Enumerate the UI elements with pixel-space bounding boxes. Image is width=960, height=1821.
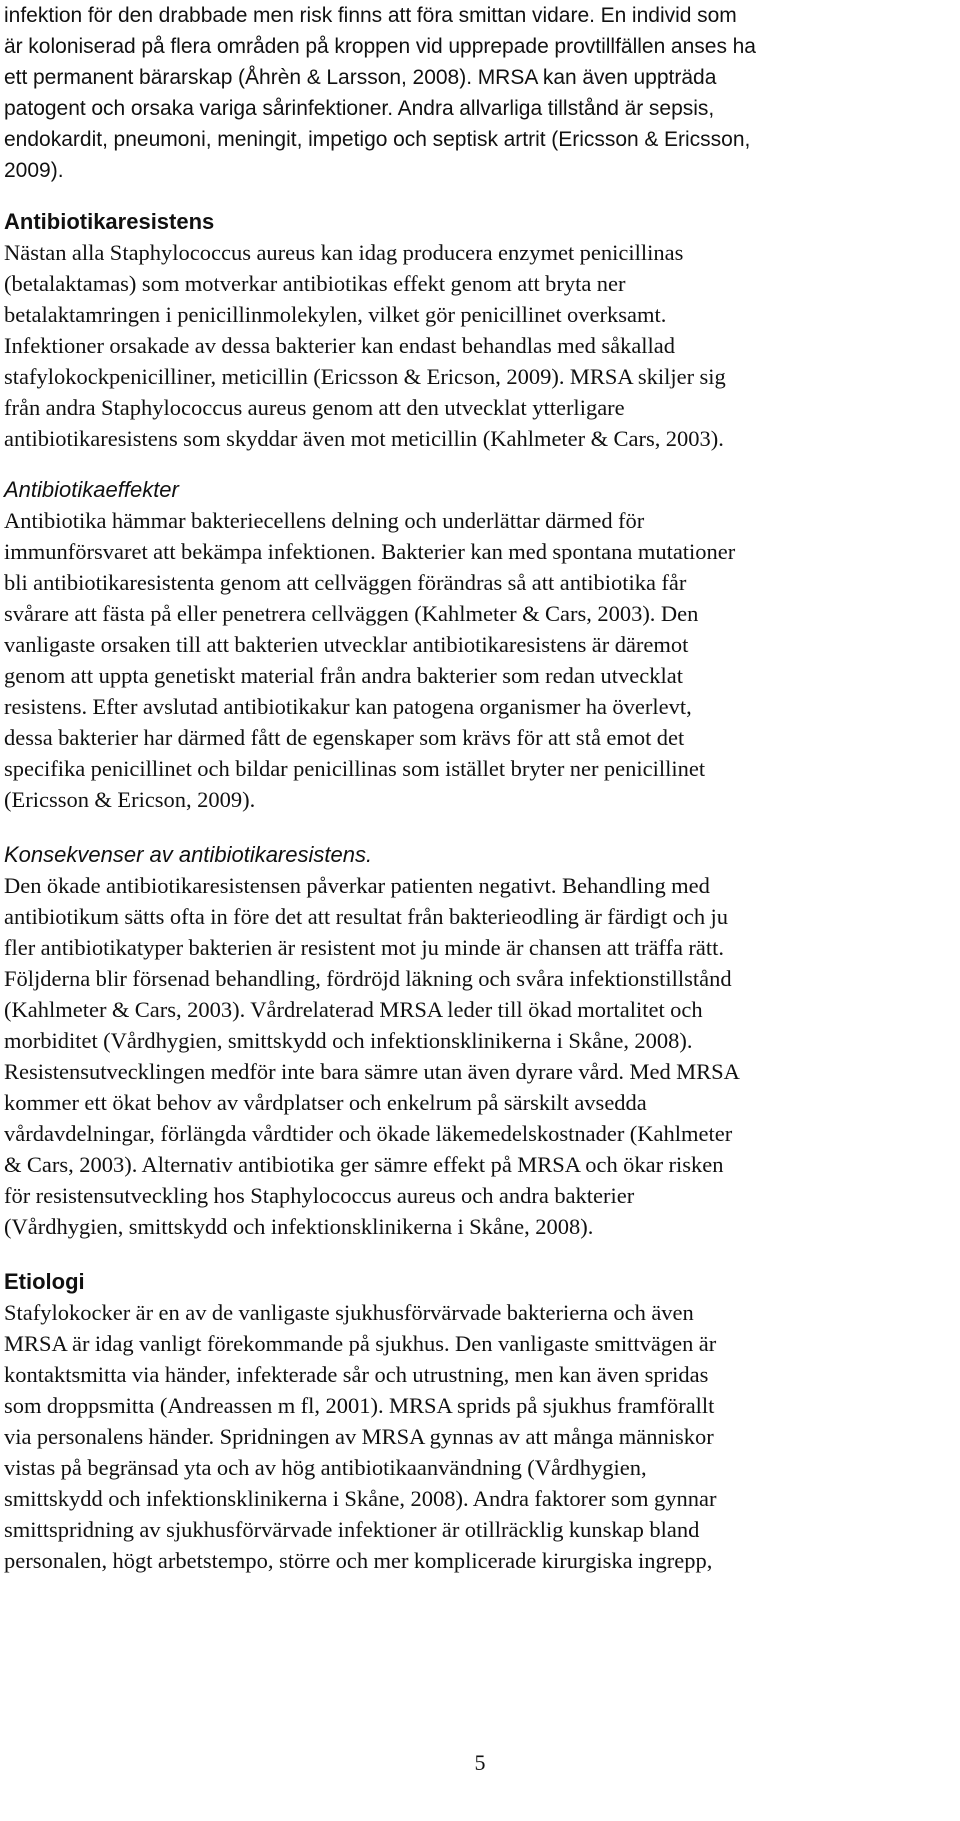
spacer — [4, 186, 956, 206]
section-heading-antibiotikaresistens: Antibiotikaresistens — [4, 209, 215, 234]
page-number: 5 — [474, 1750, 486, 1775]
section-heading-konsekvenser: Konsekvenser av antibiotikaresistens. — [4, 842, 373, 867]
section-heading-antibiotikaeffekter: Antibiotikaeffekter — [4, 477, 179, 502]
spacer — [4, 454, 956, 474]
section-paragraph-etiologi: Stafylokocker är en av de vanligaste sjukhusförvärvade bakterierna och även MRSA är idag vanligt förekommande på sjukhus. Den vanligaste smittvägen är kontaktsmitta via händer, infekterade sår och utrustning, men kan även spridas som droppsmitta (Andreassen m fl, 2001). MRSA sprids på sjukhus framförallt via personalens händer. Spridningen av MRSA gynnas av att många människor vistas på begränsad yta och av hög antibiotikaanvändning (Vårdhygien, smittskydd och infektionsklinikerna i Skåne, 2008). Andra faktorer som gynnar smittspridning av sjukhusförvärvade infektioner är otillräcklig kunskap bland personalen, högt arbetstempo, större och mer komplicerade kirurgiska ingrepp, — [4, 1300, 717, 1573]
spacer — [4, 1242, 956, 1266]
document-page — [4, 0, 956, 1576]
section-paragraph-konsekvenser: Den ökade antibiotikaresistensen påverkar patienten negativt. Behandling med antibiotikum sätts ofta in före det att resultat från bakterieodling är färdigt och ju fler antibiotikatyper bakterien är resistent mot ju minde är chansen att träffa rätt. Följderna blir försenad behandling, fördröjd läkning och svåra infektionstillstånd (Kahlmeter & Cars, 2003). Vårdrelaterad MRSA leder till ökad mortalitet och morbiditet (Vårdhygien, smittskydd och infektionsklinikerna i Skåne, 2008). Resistensutvecklingen medför inte bara sämre utan även dyrare vård. Med MRSA kommer ett ökat behov av vårdplatser och enkelrum på särskilt avsedda vårdavdelningar, förlängda vårdtider och ökade läkemedelskostnader (Kahlmeter & Cars, 2003). Alternativ antibiotika ger sämre effekt på MRSA och ökar risken för resistensutveckling hos Staphylococcus aureus och andra bakterier (Vårdhygien, smittskydd och infektionsklinikerna i Skåne, 2008). — [4, 873, 740, 1239]
spacer — [4, 815, 956, 839]
section-paragraph-antibiotikaeffekter: Antibiotika hämmar bakteriecellens delning och underlättar därmed för immunförsvaret att bekämpa infektionen. Bakterier kan med spontana mutationer bli antibiotikaresistenta genom att cellväggen förändras så att antibiotika får svårare att fästa på eller penetrera cellväggen (Kahlmeter & Cars, 2003). Den vanligaste orsaken till att bakterien utvecklar antibiotikaresistens är däremot genom att uppta genetiskt material från andra bakterier som redan utvecklat resistens. Efter avslutad antibiotikakur kan patogena organismer ha överlevt, dessa bakterier har därmed fått de egenskaper som krävs för att stå emot det specifika penicillinet och bildar penicillinas som istället bryter ner penicillinet (Ericsson & Ericson, 2009). — [4, 508, 736, 812]
intro-paragraph: infektion för den drabbade men risk finns att föra smittan vidare. En individ som är koloniserad på flera områden på kroppen vid upprepade provtillfällen anses ha ett permanent bärarskap (Åhrèn & Larsson, 2008). MRSA kan även uppträda patogent och orsaka variga sårinfektioner. Andra allvarliga tillstånd är sepsis, endokardit, pneumoni, meningit, impetigo och septisk artrit (Ericsson & Ericsson, 2009). — [4, 4, 756, 182]
section-paragraph-antibiotikaresistens: Nästan alla Staphylococcus aureus kan idag producera enzymet penicillinas (betalaktamas) som motverkar antibiotikas effekt genom att bryta ner betalaktamringen i penicillinmolekylen, vilket gör penicillinet overksamt. Infektioner orsakade av dessa bakterier kan endast behandlas med såkallad stafylokockpenicilliner, meticillin (Ericsson & Ericson, 2009). MRSA skiljer sig från andra Staphylococcus aureus genom att den utvecklat ytterligare antibiotikaresistens som skyddar även mot meticillin (Kahlmeter & Cars, 2003). — [4, 240, 726, 451]
section-heading-etiologi: Etiologi — [4, 1269, 85, 1294]
